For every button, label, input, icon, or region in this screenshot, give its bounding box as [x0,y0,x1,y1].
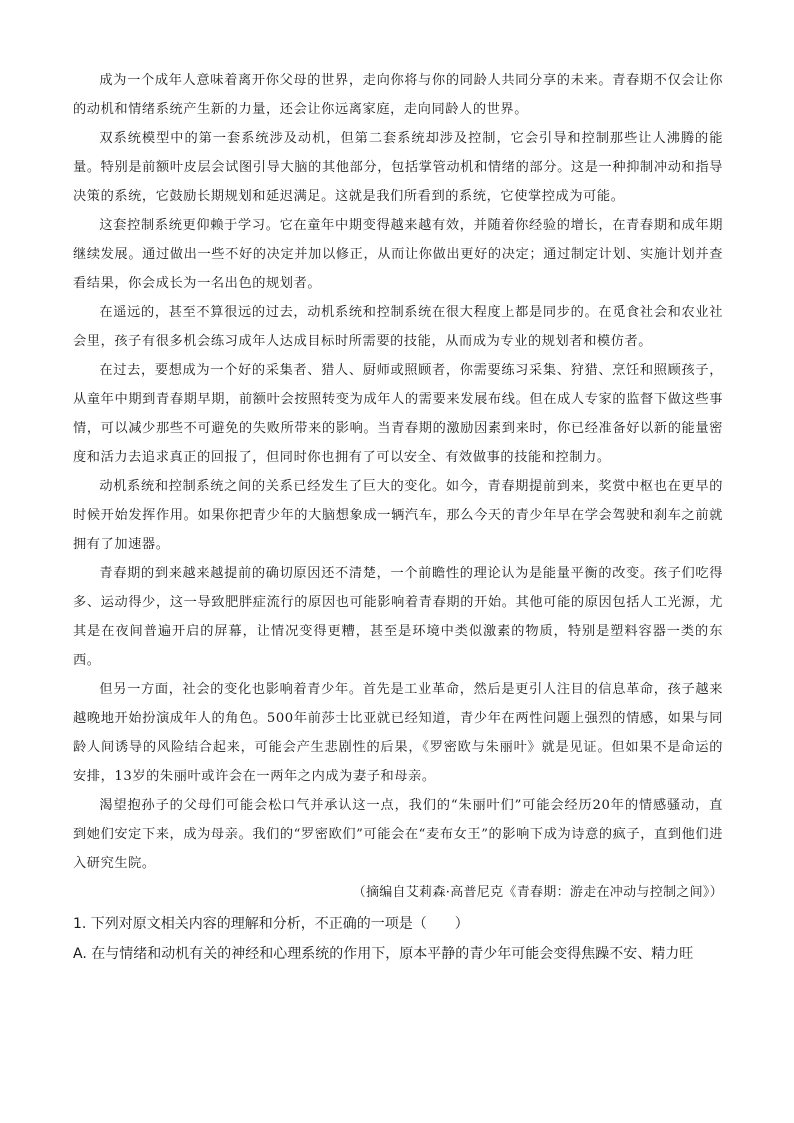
paragraph: 成为一个成年人意味着离开你父母的世界，走向你将与你的同龄人共同分享的未来。青春期不仅会让你的动机和情绪系统产生新的力量，还会让你远离家庭，走向同龄人的世界。 [73,73,723,117]
paragraph: 双系统模型中的第一套系统涉及动机，但第二套系统却涉及控制，它会引导和控制那些让人沸腾的能量。特别是前额叶皮层会试图引导大脑的其他部分，包括掌管动机和情绪的部分。这是一种抑制冲动和指导决策的系统，它鼓励长期规划和延迟满足。这就是我们所看到的系统，它使掌控成为可能。 [73,131,723,204]
source-citation: （摘编自艾莉森·高普尼克《青春期：游走在冲动与控制之间》） [352,885,723,900]
paragraph: 动机系统和控制系统之间的关系已经发生了巨大的变化。如今，青春期提前到来，奖赏中枢也在更早的时候开始发挥作用。如果你把青少年的大脑想象成一辆汽车，那么今天的青少年早在学会驾驶和刹车之前就拥有了加速器。 [73,479,723,552]
paragraph: 但另一方面，社会的变化也影响着青少年。首先是工业革命，然后是更引人注目的信息革命，孩子越来越晚地开始扮演成年人的角色。500年前莎士比亚就已经知道，青少年在两性问题上强烈的情感，如果与同龄人间诱导的风险结合起来，可能会产生悲剧性的后果，《罗密欧与朱丽叶》就是见证。但如果不是命运的安排，13岁的朱丽叶或许会在一两年之内成为妻子和母亲。 [73,682,723,784]
paragraph: 在遥远的，甚至不算很远的过去，动机系统和控制系统在很大程度上都是同步的。在觅食社会和农业社会里，孩子有很多机会练习成年人达成目标时所需要的技能，从而成为专业的规划者和模仿者。 [73,305,723,349]
paragraph: 这套控制系统更仰赖于学习。它在童年中期变得越来越有效，并随着你经验的增长，在青春期和成年期继续发展。通过做出一些不好的决定并加以修正，从而让你做出更好的决定；通过制定计划、实施计划并查看结果，你会成长为一名出色的规划者。 [73,218,723,291]
article-page [73,66,723,969]
option-a: A. 在与情绪和动机有关的神经和心理系统的作用下，原本平静的青少年可能会变得焦躁不安、精力旺 [73,946,694,962]
paragraph: 在过去，要想成为一个好的采集者、猎人、厨师或照顾者，你需要练习采集、狩猎、烹饪和照顾孩子，从童年中期到青春期早期，前额叶会按照转变为成年人的需要来发展布线。但在成人专家的监督下做这些事情，可以减少那些不可避免的失败所带来的影响。当青春期的激励因素到来时，你已经准备好以新的能量密度和活力去追求真正的回报了，但同时你也拥有了可以安全、有效做事的技能和控制力。 [73,363,723,465]
paragraph: 青春期的到来越来越提前的确切原因还不清楚，一个前瞻性的理论认为是能量平衡的改变。孩子们吃得多、运动得少，这一导致肥胖症流行的原因也可能影响着青春期的开始。其他可能的原因包括人工光源，尤其是在夜间普遍开启的屏幕，让情况变得更糟，甚至是环境中类似激素的物质，特别是塑料容器一类的东西。 [73,566,723,668]
paragraph: 渴望抱孙子的父母们可能会松口气并承认这一点，我们的“朱丽叶们”可能会经历20年的情感骚动，直到她们安定下来，成为母亲。我们的“罗密欧们”可能会在“麦布女王”的影响下成为诗意的疯子，直到他们进入研究生院。 [73,798,723,871]
question-stem: 1. 下列对原文相关内容的理解和分析，不正确的一项是（ ） [73,916,469,932]
